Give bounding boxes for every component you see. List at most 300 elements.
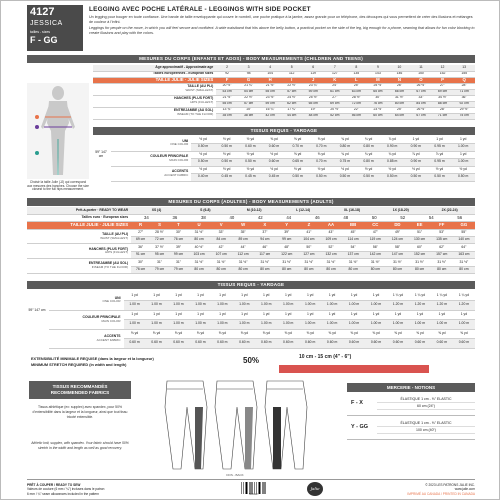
size-cell: X — [254, 222, 276, 229]
stretch-text — [31, 357, 154, 368]
figure-caption: Choisir la taille Julie (JJ) qui correspond aux mesures des hanches. Choose the size closest to the full hips measurement. — [27, 180, 89, 192]
yardage-yd-cell: ⅝ yd — [299, 329, 321, 339]
yardage-yd-cell: ½ yd — [262, 151, 286, 159]
measure-in-cell: 60" — [409, 244, 431, 251]
measure-cm-cell: 48 cm — [302, 113, 324, 119]
row-label — [93, 107, 216, 119]
size-cell: F — [216, 77, 238, 83]
measure-in-cell: 40 ½" — [188, 244, 210, 251]
measure-in-cell: 31 ½" — [364, 259, 386, 266]
yardage-yd-cell: ⅝ yd — [431, 329, 453, 339]
row-label-text: UNI — [182, 138, 189, 143]
yardage-yd-cell: ⅝ yd — [233, 329, 255, 339]
notions-items — [377, 420, 475, 434]
row-label-text: TAILLE JULIE · JULIE SIZES — [70, 222, 129, 228]
rtw-size: XL (16-18) — [343, 207, 360, 212]
yardage-m-cell: 1.00 m — [124, 301, 146, 311]
measure-cm-cell: 61 cm — [324, 89, 346, 95]
yardage-m-cell: 1.00 m — [255, 320, 277, 330]
yardage-yd-cell: ⅝ yd — [211, 329, 233, 339]
size-cell: M — [367, 77, 389, 83]
euro-cell: 98 — [238, 71, 260, 77]
measure-in-cell: 27" — [324, 95, 346, 101]
measure-in-cell: 51" — [409, 229, 431, 236]
euro-cell: 150 — [410, 71, 432, 77]
measure-in-cell: 64" — [453, 244, 475, 251]
yardage-m-cell: 0.80 m — [357, 159, 381, 167]
notions-items — [377, 396, 475, 410]
yardage-yd-cell: ½ yd — [191, 151, 215, 159]
yardage-yd-cell: 1 yd — [146, 291, 168, 301]
age-cell: 11 — [410, 65, 432, 71]
yardage-yd-cell: ¾ yd — [357, 151, 381, 159]
euro-size: 44 — [286, 214, 292, 220]
measure-in-cell: 45" — [342, 229, 364, 236]
yardage-m-cell: 0.50 m — [380, 174, 404, 182]
measure-in-cell: 31 ½" — [389, 95, 411, 101]
measure-in-cell: 21 ½" — [259, 83, 281, 89]
yardage-yd-cell: ¾ yd — [333, 151, 357, 159]
yardage-m-cell: 0.85 m — [380, 159, 404, 167]
yardage-m-cell: 1.00 m — [124, 320, 146, 330]
yardage-row-yd — [49, 291, 475, 301]
euro-size: 50 — [371, 214, 377, 220]
yardage-yd-cell: 1 yd — [321, 310, 343, 320]
yardage-yd-cell: 1 yd — [428, 136, 452, 144]
row-sublabel: INSEAM (TO THE FLOOR) — [176, 112, 214, 116]
yardage-yd-cell: 1 yd — [453, 310, 475, 320]
measure-cm-cell: 117 cm — [254, 251, 276, 258]
yardage-m-cell: 1.00 m — [365, 301, 387, 311]
measure-cm-cell: 75 cm — [453, 113, 475, 119]
measure-in-cell: 31 ½" — [254, 259, 276, 266]
yardage-yd-cell: ½ yd — [357, 166, 381, 174]
yardage-yd-cell: ½ yd — [239, 166, 263, 174]
measure-cm-cell: 55 cm — [259, 89, 281, 95]
body-figure-icon — [27, 83, 89, 179]
yardage-yd-cell: 1 yd — [124, 291, 146, 301]
notions-row — [347, 416, 475, 440]
title-block — [89, 6, 475, 36]
measure-cm-cell: 56 cm — [346, 113, 368, 119]
euro-cell: 104 — [259, 71, 281, 77]
yardage-row-yd — [111, 151, 475, 159]
yardage-yd-cell: ½ yd — [309, 166, 333, 174]
yardage-yd-cell: ½ yd — [215, 136, 239, 144]
footer — [27, 479, 475, 499]
page-title: LEGGING AVEC POCHE LATÉRALE - LEGGINGS WITH SIDE POCKET — [89, 6, 311, 13]
euro-size: 46 — [314, 214, 320, 220]
size-cell: Q — [453, 77, 475, 83]
yardage-yd-cell: 1 yd — [277, 310, 299, 320]
measure-in-cell: 26" — [389, 83, 411, 89]
row-label — [93, 95, 216, 107]
measure-in-cell: 42" — [210, 244, 232, 251]
age-cell: 13 — [453, 65, 475, 71]
yardage-yd-cell: 1 yd — [211, 310, 233, 320]
adults-yardage-table — [49, 291, 475, 349]
yardage-m-cell: 1.00 m — [343, 301, 365, 311]
yardage-m-cell: 0.70 m — [309, 159, 333, 167]
row-label-text: Tailles européennes - European sizes — [153, 71, 214, 76]
yardage-yd-cell: ⅞ yd — [404, 151, 428, 159]
measure-cm-cell: 76 cm — [367, 101, 389, 107]
recommended-title-en: RECOMMENDED FABRICS — [50, 389, 110, 395]
yardage-yd-cell: 1 yd — [321, 291, 343, 301]
measure-in-cell: 25 ½" — [367, 83, 389, 89]
yardage-yd-cell: 1 yd — [167, 291, 189, 301]
measure-in-cell: 37" — [254, 229, 276, 236]
measure-cm-cell: 80 cm — [188, 266, 210, 273]
yardage-yd-cell: 1 yd — [233, 291, 255, 301]
row-sublabel: HIPS (FULLEST) — [105, 250, 129, 255]
age-cell: 3 — [238, 65, 260, 71]
yardage-yd-cell: ½ yd — [239, 136, 263, 144]
measure-cm-cell: 80 cm — [431, 266, 453, 273]
measure-cm-cell: 52 cm — [324, 113, 346, 119]
yardage-yd-cell: 1 yd — [404, 136, 428, 144]
measure-cm-cell: 76 cm — [131, 266, 150, 273]
measure-cm-cell: 157 cm — [431, 251, 453, 258]
yardage-m-cell: 0.90 m — [404, 144, 428, 152]
rtw-size: XS (4) — [151, 207, 162, 212]
yardage-yd-cell: 1 yd — [233, 310, 255, 320]
yardage-yd-cell: ⅝ yd — [255, 329, 277, 339]
yardage-m-cell: 0.95 m — [428, 144, 452, 152]
measure-in-cell: 31 ½" — [298, 259, 320, 266]
measure-cm-cell: 80 cm — [188, 237, 210, 244]
yardage-yd-cell: 1 yd — [299, 291, 321, 301]
stretch-guide — [27, 353, 475, 375]
yardage-yd-cell: ⅝ yd — [124, 329, 146, 339]
rtw-size: 2X (22-24) — [441, 207, 458, 212]
yardage-yd-cell: 1 yd — [146, 310, 168, 320]
measure-cm-cell: 91 cm — [131, 251, 150, 258]
euro-cell: 127 — [324, 71, 346, 77]
age-cell: 9 — [367, 65, 389, 71]
kids-yardage-bar: TISSUS REQUIS - YARDAGE — [93, 127, 475, 135]
measure-cm-cell: 122 cm — [276, 251, 298, 258]
euro-cell: 152 — [432, 71, 454, 77]
footer-copyright: © 2023 LES PATRONS JALIE INC. — [425, 483, 475, 487]
size-cell: K — [324, 77, 346, 83]
measure-in-cell: 31 ½" — [386, 259, 408, 266]
measure-in-cell: 31 ½" — [232, 259, 254, 266]
row-label-text: COULEUR PRINCIPALE — [82, 314, 121, 319]
notions-box — [347, 383, 475, 440]
measure-in-cell: 41" — [298, 229, 320, 236]
measure-cm-cell: 72 cm — [150, 237, 169, 244]
yardage-yd-cell: 1 yd — [211, 291, 233, 301]
row-label — [27, 207, 131, 214]
yardage-m-cell: 1.00 m — [211, 301, 233, 311]
row-label-text: TAILLE JULIE · JULIE SIZES — [155, 77, 214, 82]
yardage-yd-cell: ½ yd — [451, 166, 475, 174]
description-fr: Un legging pour bouger en toute confiance. Une bande de taille enveloppante qui couvre le nombril, une poche pratique à la jambe, assez grande pour un téléphone, des découpes qui vous permettent de créer des illusions et mélanges de couleur à l'infini. — [89, 15, 473, 24]
row-label — [27, 229, 131, 244]
notions-title: MERCERIE - NOTIONS — [347, 383, 475, 392]
measure-cm-cell: 67 cm — [410, 89, 432, 95]
measure-cm-cell: 57 cm — [238, 101, 260, 107]
stretch-range — [299, 355, 351, 361]
measure-in-cell: 54" — [342, 244, 364, 251]
size-cell: GG — [453, 222, 475, 229]
row-label — [111, 166, 191, 181]
leggings-caption: DOS - BACK — [226, 473, 244, 477]
yardage-m-cell: 0.50 m — [239, 159, 263, 167]
measure-in-cell: 19" — [302, 107, 324, 113]
kids-measurements-table — [93, 65, 475, 120]
yardage-yd-cell: 1 yd — [431, 310, 453, 320]
measure-in-cell: 58" — [386, 244, 408, 251]
yardage-yd-cell: ¾ yd — [333, 136, 357, 144]
measure-in-cell: 24" — [324, 83, 346, 89]
measure-in-cell: 31 ½" — [431, 259, 453, 266]
measure-cm-cell: 59 cm — [259, 101, 281, 107]
row-label-text: ACCENTS — [104, 333, 121, 338]
stretch-bar — [279, 365, 429, 373]
euro-size: 42 — [257, 214, 263, 220]
leggings-drawing-icon — [137, 377, 333, 473]
recommended-fabrics-title — [29, 381, 131, 399]
measure-in-cell: 24 ½" — [281, 95, 303, 101]
yardage-m-cell: 0.60 m — [321, 339, 343, 349]
measure-in-cell: 31 ½" — [188, 229, 210, 236]
yardage-m-cell: 0.60 m — [233, 339, 255, 349]
stretch-range-cm: 10 cm - 15 cm — [299, 354, 332, 360]
measure-in-cell: 28 ½" — [346, 95, 368, 101]
yardage-yd-cell: ⅝ yd — [453, 329, 475, 339]
row-label-text: TAILLE (AU PLI) — [187, 84, 214, 89]
euro-cells — [131, 214, 475, 221]
size-cell: Z — [298, 222, 320, 229]
yardage-m-cell: 1.00 m — [189, 301, 211, 311]
notions-row — [347, 392, 475, 416]
stretch-ruler — [279, 355, 471, 373]
measure-cm-cell: 130 cm — [409, 237, 431, 244]
size-range: F - GG — [30, 35, 58, 45]
row-sublabel: MAIN COLOR — [169, 157, 189, 162]
measure-cm-cell: 63 cm — [346, 89, 368, 95]
yardage-m-cell: 1.00 m — [321, 320, 343, 330]
measure-cm-cell: 84 cm — [410, 101, 432, 107]
measure-cm-cell: 152 cm — [409, 251, 431, 258]
yardage-yd-cell: ⅝ yd — [286, 136, 310, 144]
yardage-yd-cell: ½ yd — [380, 166, 404, 174]
size-cell: U — [188, 222, 210, 229]
yardage-row-yd — [49, 310, 475, 320]
footer-ready: PRÊT À COUPER / READY TO SEW — [27, 483, 81, 487]
measure-in-cell: 31 ½" — [276, 259, 298, 266]
yardage-yd-cell: 1 yd — [189, 310, 211, 320]
measure-in-cell: 23 ¼" — [302, 83, 324, 89]
measure-in-cell: 39" — [169, 244, 188, 251]
yardage-yd-cell: ⅝ yd — [387, 329, 409, 339]
measure-cm-cell: 80 cm — [210, 266, 232, 273]
row-label-text: Tailles euro · European sizes — [81, 215, 129, 220]
measure-cm-cell: 99 cm — [276, 237, 298, 244]
yardage-m-cell: 0.95 m — [428, 159, 452, 167]
yardage-row-yd — [49, 329, 475, 339]
yardage-yd-cell: ⅞ yd — [428, 151, 452, 159]
euro-cell: 112 — [281, 71, 303, 77]
yardage-yd-cell: 1 yd — [451, 151, 475, 159]
row-sublabel: WAIST (SMALLEST) — [100, 235, 129, 240]
measure-cm-cell: 80 cm — [389, 101, 411, 107]
measure-cm-cell: 80 cm — [254, 266, 276, 273]
measure-in-cell: 28" — [453, 83, 475, 89]
measure-in-cell: 39" — [276, 229, 298, 236]
row-label — [93, 83, 216, 95]
measure-cm-cell: 80 cm — [320, 266, 342, 273]
row-sublabel: HIPS (FULLEST) — [190, 100, 214, 104]
euro-cell: 92 — [216, 71, 238, 77]
yardage-m-cell: 0.50 m — [404, 174, 428, 182]
measure-cm-cell: 79 cm — [150, 266, 169, 273]
measure-in-cell: 20 ½" — [324, 107, 346, 113]
footer-seam-en: 6 mm / ¼" seam allowances included in the pattern — [27, 491, 100, 496]
yardage-m-cell: 1.00 m — [451, 144, 475, 152]
yardage-yd-cell: ¾ yd — [357, 136, 381, 144]
measure-cm-cell: 42 cm — [259, 113, 281, 119]
yardage-yd-cell: 1 ¼ yd — [431, 291, 453, 301]
notions-size: F - X — [351, 400, 363, 406]
measure-in-cell: 25 ½" — [302, 95, 324, 101]
measure-in-cell: 21 ¼" — [238, 83, 260, 89]
row-label — [27, 214, 131, 221]
sizes-label: tailles - sizes — [30, 30, 51, 34]
measure-cm-cell: 147 cm — [386, 251, 408, 258]
size-cell: O — [410, 77, 432, 83]
yardage-m-cell: 0.90 m — [404, 159, 428, 167]
yardage-yd-cell: 1 ¼ yd — [387, 291, 409, 301]
measure-in-cell: 43" — [320, 229, 342, 236]
yardage-m-cell: 1.00 m — [233, 301, 255, 311]
measure-in-cell: 48" — [276, 244, 298, 251]
size-cell: W — [232, 222, 254, 229]
yardage-m-cell: 0.70 m — [309, 144, 333, 152]
measure-in-cell: 62" — [431, 244, 453, 251]
measure-cm-cell: 79 cm — [169, 266, 188, 273]
yardage-m-cell: 1.00 m — [431, 320, 453, 330]
size-cell: L — [346, 77, 368, 83]
yardage-m-cell: 1.20 m — [453, 301, 475, 311]
measure-in-cell: 22" — [346, 107, 368, 113]
row-sublabel: INSEAM (TO THE FLOOR) — [91, 265, 129, 270]
row-label-text: HANCHES (PLUS FORT) — [174, 96, 214, 101]
measure-in-cell: 28" — [432, 107, 454, 113]
size-row — [27, 222, 475, 229]
yardage-yd-cell: ⅝ yd — [309, 136, 333, 144]
euro-cell: 143 — [367, 71, 389, 77]
measure-in-cell: 33" — [210, 229, 232, 236]
yardage-m-cell: 0.60 m — [262, 159, 286, 167]
measure-cm-cell: 67 cm — [410, 113, 432, 119]
yardage-yd-cell: 1 yd — [365, 310, 387, 320]
measure-cm-cell: 119 cm — [364, 237, 386, 244]
yardage-m-cell: 1.00 m — [211, 320, 233, 330]
yardage-yd-cell: 1 yd — [451, 136, 475, 144]
row-label — [49, 310, 124, 329]
row-label-text: Prêt-à-porter · READY TO WEAR — [75, 207, 129, 212]
yardage-m-cell: 0.50 m — [451, 174, 475, 182]
measure-row-in — [27, 244, 475, 251]
yardage-m-cell: 0.40 m — [191, 174, 215, 182]
euro-cell: 135 — [346, 71, 368, 77]
measure-cm-cell: 69 cm — [432, 89, 454, 95]
yardage-yd-cell: ⅝ yd — [189, 329, 211, 339]
size-cell: V — [210, 222, 232, 229]
yardage-m-cell: 0.60 m — [239, 144, 263, 152]
yardage-m-cell: 0.60 m — [124, 339, 146, 349]
measure-cm-cell: 62 cm — [281, 101, 303, 107]
yardage-m-cell: 1.00 m — [167, 301, 189, 311]
row-label-text: HANCHES (PLUS FORT) — [88, 246, 129, 251]
measure-cm-cell: 80 cm — [276, 266, 298, 273]
size-cell: BB — [342, 222, 364, 229]
measure-cm-cell: 38 cm — [238, 113, 260, 119]
measure-in-cell: 49" — [386, 229, 408, 236]
yardage-yd-cell: 1 yd — [255, 291, 277, 301]
row-label-text: ENTREJAMBE (AU SOL) — [173, 108, 214, 113]
measure-in-cell: 31" — [169, 259, 188, 266]
age-cell: 2 — [216, 65, 238, 71]
measure-in-cell: 23 ½" — [367, 107, 389, 113]
yardage-m-cell: 1.00 m — [167, 320, 189, 330]
yardage-m-cell: 0.60 m — [299, 339, 321, 349]
measure-in-cell: 31" — [150, 259, 169, 266]
yardage-m-cell: 0.80 m — [357, 144, 381, 152]
yardage-m-cell: 0.80 m — [333, 144, 357, 152]
yardage-m-cell: 0.65 m — [286, 159, 310, 167]
measure-in-cell: 20 ½" — [216, 83, 238, 89]
yardage-yd-cell: ½ yd — [333, 166, 357, 174]
yardage-m-cell: 0.60 m — [365, 339, 387, 349]
measure-in-cell: 31 ½" — [320, 259, 342, 266]
measure-in-cell: 34 ½" — [432, 95, 454, 101]
yardage-yd-cell: ½ yd — [239, 151, 263, 159]
yardage-yd-cell: ½ yd — [191, 136, 215, 144]
measure-cm-cell: 35 cm — [216, 113, 238, 119]
row-label-text: UNI — [114, 295, 121, 300]
kids-measurements-bar: MESURES DU CORPS (ENFANTS ET ADOS) - BODY MEASUREMENTS (CHILDREN AND TEENS) — [27, 55, 475, 63]
yardage-m-cell: 1.00 m — [321, 301, 343, 311]
row-label — [111, 136, 191, 151]
stretch-range-in: (4" - 6") — [333, 354, 352, 360]
row-label — [49, 291, 124, 310]
yardage-m-cell: 0.90 m — [380, 144, 404, 152]
euro-size: 38 — [200, 214, 206, 220]
measure-in-cell: 36" — [131, 244, 150, 251]
size-cell: P — [432, 77, 454, 83]
recommended-title-fr: TISSUS RECOMMANDÉS — [52, 384, 108, 389]
yardage-yd-cell: ½ yd — [262, 166, 286, 174]
measure-cm-cell: 72 cm — [346, 101, 368, 107]
measure-in-cell: 30" — [169, 229, 188, 236]
footer-printed: IMPRIMÉ AU CANADA / PRINTED IN CANADA — [407, 491, 475, 496]
row-label — [27, 222, 131, 229]
measure-in-cell: 21 ½" — [216, 95, 238, 101]
measure-in-cell: 35" — [232, 229, 254, 236]
size-cell: FF — [431, 222, 453, 229]
measure-cm-cell: 59 cm — [302, 89, 324, 95]
yardage-m-cell: 1.00 m — [189, 320, 211, 330]
yardage-m-cell: 0.50 m — [428, 174, 452, 182]
yardage-m-cell: 0.50 m — [286, 174, 310, 182]
row-label — [27, 244, 131, 259]
yardage-m-cell: 0.60 m — [167, 339, 189, 349]
description-en: Leggings for people on the move, in which you will feel secure and confident. A wide waistband that hits above the belly button, a practical pocket on the side of the leg, big enough for a phone, seaming that allows for fun color blocking to create illusions and play with the colors. — [89, 26, 475, 35]
